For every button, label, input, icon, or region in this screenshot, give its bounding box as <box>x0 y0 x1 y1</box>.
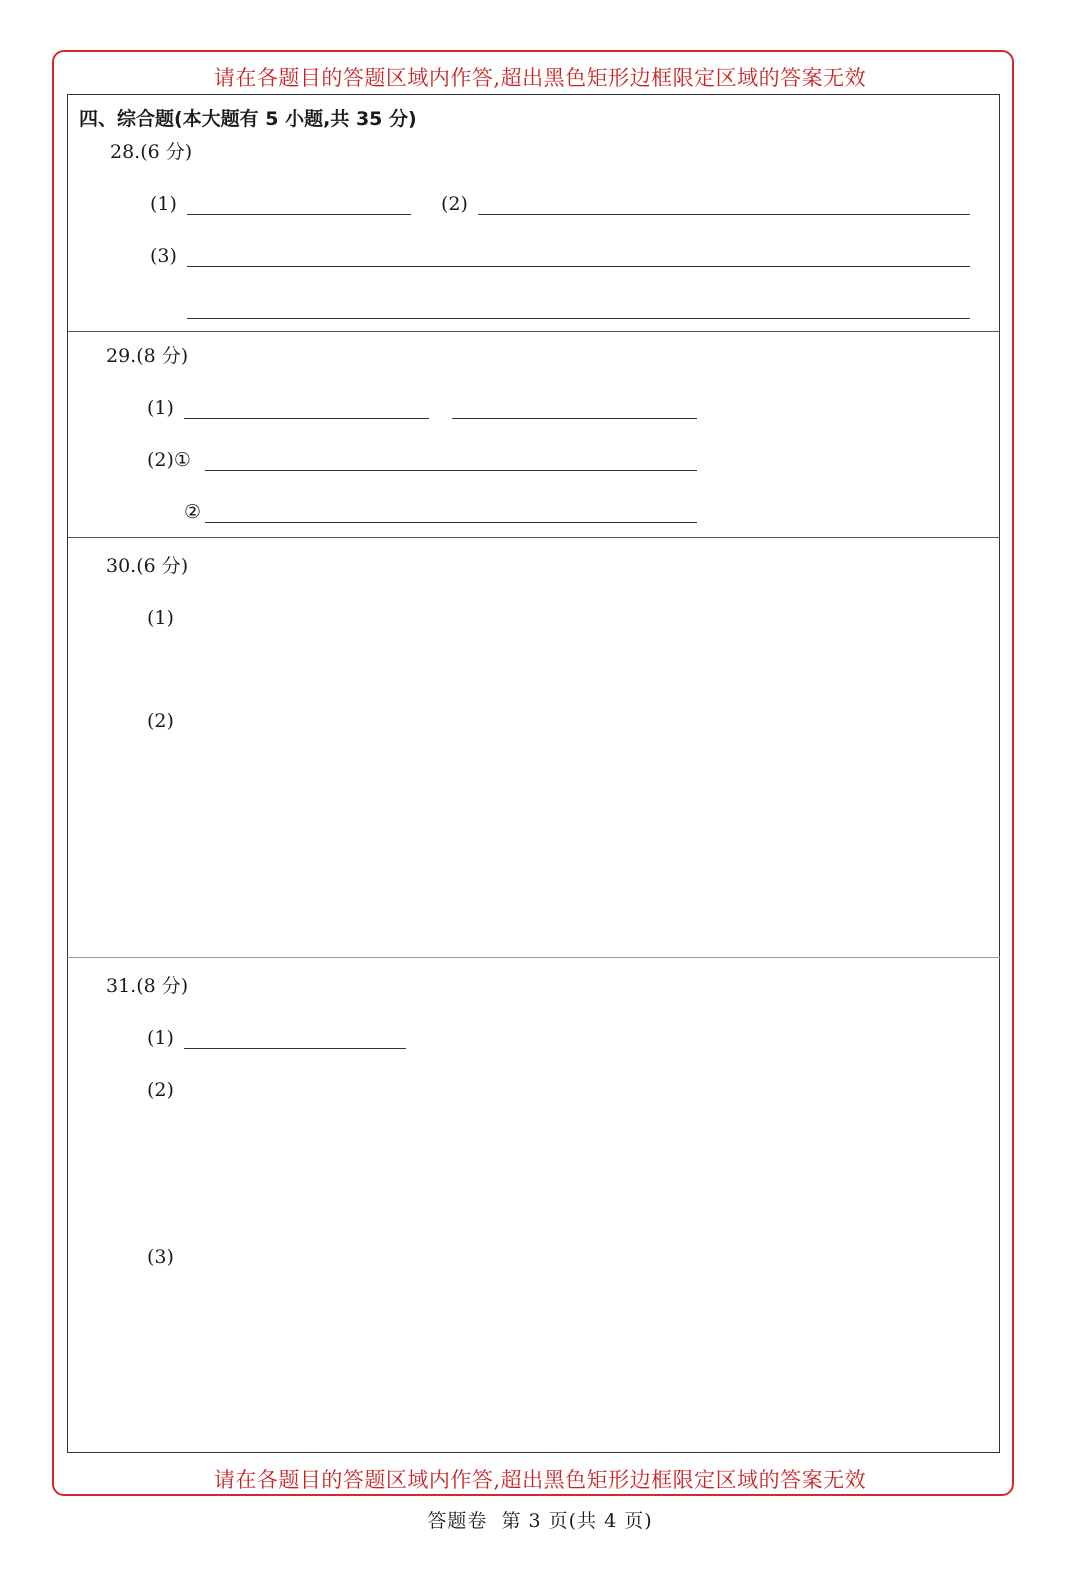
q29-number <box>106 347 188 366</box>
q30-part2-label: (2) <box>147 710 174 732</box>
section-divider <box>67 331 1000 332</box>
q29-part2-label: (2)① <box>147 449 191 471</box>
q28-part3-label: (3) <box>150 245 177 267</box>
q28-part1-answer-line[interactable] <box>187 214 411 215</box>
q30-points: (6 分) <box>136 555 189 577</box>
q28-part2-answer-line[interactable] <box>478 214 970 215</box>
q29-part1-answer-line-a[interactable] <box>184 418 429 419</box>
q28-number-label: 28. <box>110 141 141 163</box>
q28-points: (6 分) <box>140 141 193 163</box>
q31-points: (8 分) <box>136 975 189 997</box>
section-divider <box>67 537 1000 538</box>
q28-part2-label: (2) <box>441 193 468 215</box>
page-footer: 答题卷 第 3 页(共 4 页) <box>427 1510 653 1532</box>
q30-number <box>106 557 188 576</box>
q29-part1-answer-line-b[interactable] <box>452 418 697 419</box>
answer-area-box <box>67 94 1000 1453</box>
top-warning-text: 请在各题目的答题区域内作答,超出黑色矩形边框限定区域的答案无效 <box>213 66 867 90</box>
q31-part2-label: (2) <box>147 1079 174 1101</box>
q29-number-label: 29. <box>106 345 137 367</box>
q30-number-label: 30. <box>106 555 137 577</box>
bottom-warning-text: 请在各题目的答题区域内作答,超出黑色矩形边框限定区域的答案无效 <box>213 1468 867 1492</box>
q29-part2-answer-line-2[interactable] <box>205 522 697 523</box>
q31-number <box>106 977 188 996</box>
q29-part2-sub2-label: ② <box>184 501 202 523</box>
q31-number-label: 31. <box>106 975 137 997</box>
q31-part3-label: (3) <box>147 1246 174 1268</box>
q28-part3-answer-line-1[interactable] <box>187 266 970 267</box>
q28-part3-answer-line-2[interactable] <box>187 318 970 319</box>
q30-part1-label: (1) <box>147 607 174 629</box>
q29-points: (8 分) <box>136 345 189 367</box>
q28-part1-label: (1) <box>150 193 177 215</box>
q31-part1-label: (1) <box>147 1027 174 1049</box>
q29-part2-answer-line-1[interactable] <box>205 470 697 471</box>
section-divider <box>67 957 1000 958</box>
q28-number <box>110 143 192 162</box>
section-heading: 四、综合题(本大题有 5 小题,共 35 分) <box>79 108 417 130</box>
q31-part1-answer-line[interactable] <box>184 1048 406 1049</box>
q29-part1-label: (1) <box>147 397 174 419</box>
